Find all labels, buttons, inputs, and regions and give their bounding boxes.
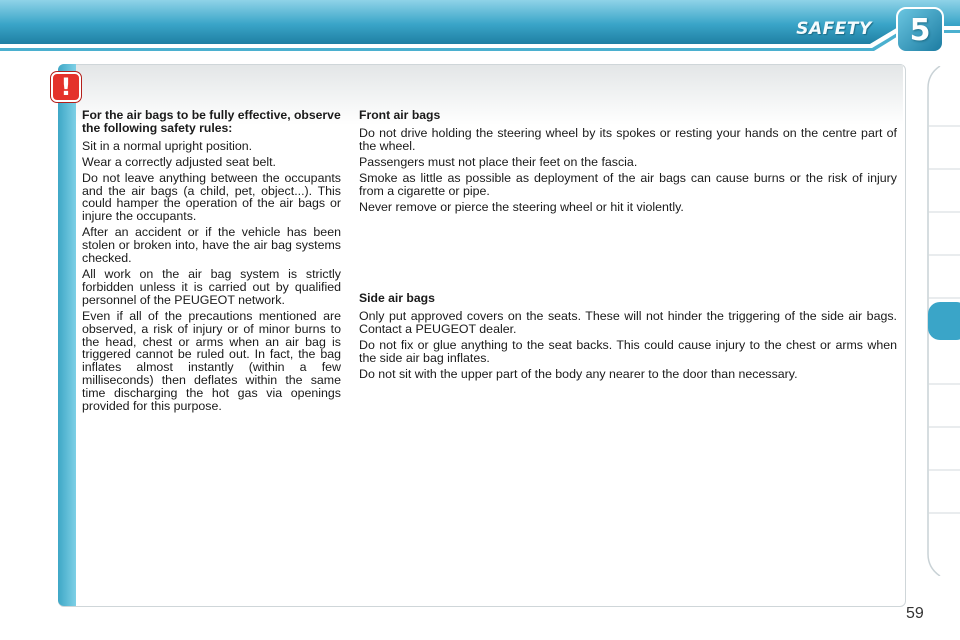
paragraph: Do not leave anything between the occupants and the air bags (a child, pet, object...). This could hamper the operation of the air bags or injure the occupants. <box>82 170 341 224</box>
side-air-bags-heading: Side air bags <box>359 291 435 305</box>
paragraph: After an accident or if the vehicle has been stolen or broken into, have the air bag systems checked. <box>82 225 341 266</box>
section-title: SAFETY <box>796 19 872 39</box>
warning-icon: ! <box>51 72 81 102</box>
paragraph: All work on the air bag system is strictly forbidden unless it is carried out by qualified personnel of the PEUGEOT network. <box>82 266 341 307</box>
paragraph: Never remove or pierce the steering wheel or hit it violently. <box>359 199 684 214</box>
paragraph: Do not fix or glue anything to the seat backs. This could cause injury to the chest or arms when the side air bag inflates. <box>359 337 897 365</box>
paragraph: Wear a correctly adjusted seat belt. <box>82 154 276 169</box>
paragraph: Even if all of the precautions mentioned are observed, a risk of injury or of minor burns to the head, chest or arms when an air bag is triggered cannot be ruled out. In fact, the bag inflates almost instantly (within a few milliseconds) then deflates within the same time discharging the hot gas via openings provided for this purpose. <box>82 308 341 414</box>
front-air-bags-heading: Front air bags <box>359 108 441 122</box>
page-number: 59 <box>906 605 924 622</box>
header-band <box>0 0 960 62</box>
panel-left-accent-bar <box>58 64 76 606</box>
left-column-heading: For the air bags to be fully effective, observe the following safety rules: <box>82 108 341 135</box>
paragraph: Sit in a normal upright position. <box>82 138 253 153</box>
paragraph: Do not sit with the upper part of the body any nearer to the door than necessary. <box>359 366 798 381</box>
paragraph: Only put approved covers on the seats. These will not hinder the triggering of the side air bags. Contact a PEUGEOT dealer. <box>359 309 897 336</box>
side-air-bags-section <box>359 292 897 384</box>
chapter-tabs-graphic <box>926 66 960 576</box>
paragraph: Passengers must not place their feet on the fascia. <box>359 154 638 169</box>
paragraph: Smoke as little as possible as deployment of the air bags can cause burns or the risk of injury from a cigarette or pipe. <box>359 170 897 198</box>
left-column <box>82 109 341 416</box>
front-air-bags-section <box>359 109 897 216</box>
chapter-tabs <box>926 66 960 576</box>
chapter-number: 5 <box>909 13 931 48</box>
paragraph: Do not drive holding the steering wheel by its spokes or resting your hands on the centre part of the wheel. <box>359 126 897 153</box>
